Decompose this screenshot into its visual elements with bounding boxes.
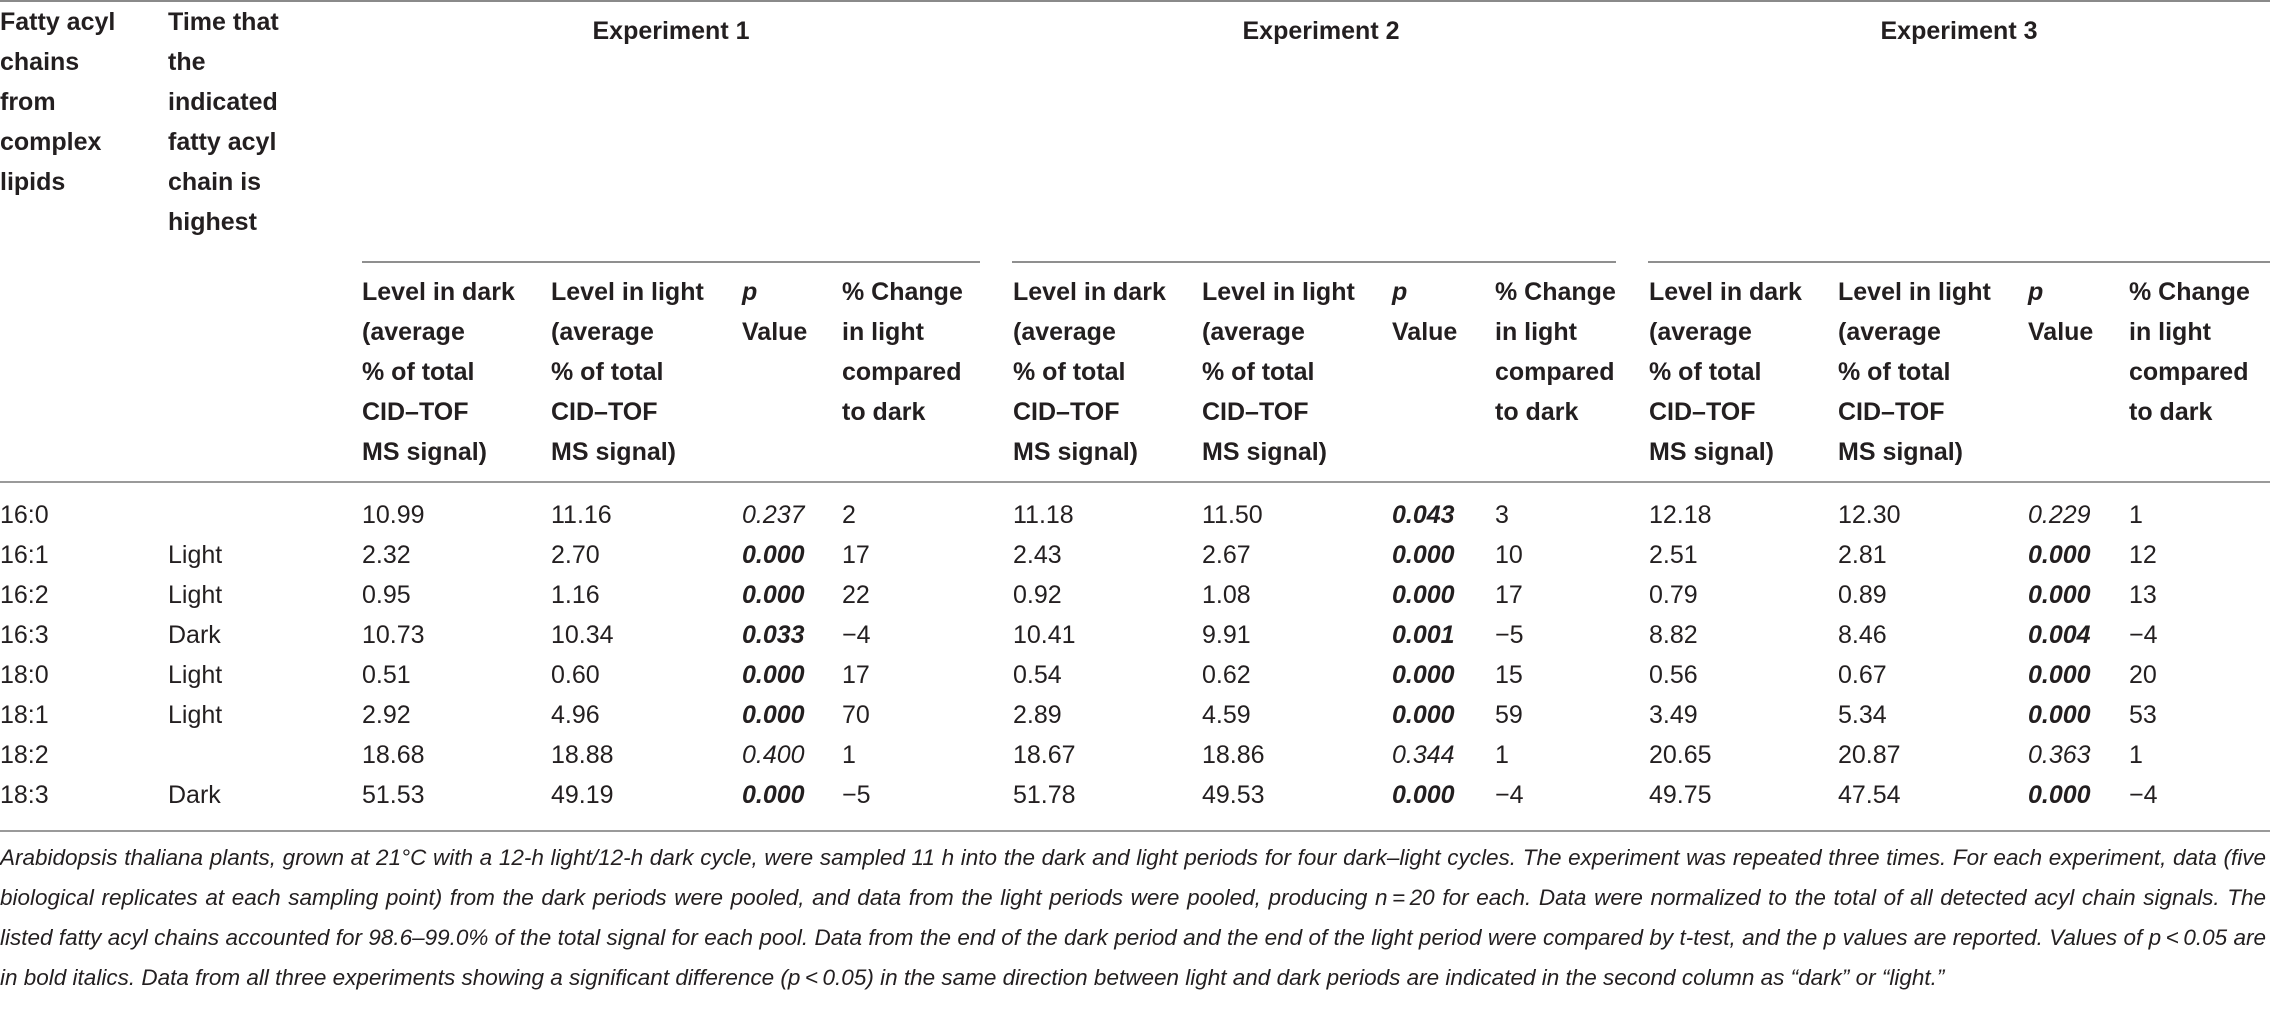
header-line: highest <box>168 208 257 236</box>
subheader-line: MS signal) <box>551 438 677 466</box>
level-light-cell: 11.50 <box>1202 501 1263 529</box>
fatty-acyl-chain-cell: 18:1 <box>0 701 49 729</box>
subheader-line: to dark <box>1495 398 1579 426</box>
p-value-cell: 0.400 <box>742 741 805 769</box>
subheader-line: (average <box>1649 318 1752 346</box>
level-light-cell: 2.70 <box>551 541 600 569</box>
experiment-3-header: Experiment 3 <box>1880 17 2038 45</box>
subheader-line: in light <box>842 318 924 346</box>
level-light-cell: 0.89 <box>1838 581 1887 609</box>
header-line: Time that <box>168 8 279 36</box>
subheader-line: p <box>2028 278 2044 306</box>
experiment-2-header: Experiment 2 <box>1242 17 1400 45</box>
pct-change-cell: 53 <box>2129 701 2157 729</box>
subheader-p-value <box>742 272 807 352</box>
p-value-cell: 0.000 <box>2028 661 2091 689</box>
p-value-cell: 0.000 <box>2028 581 2091 609</box>
pct-change-cell: −4 <box>2129 781 2158 809</box>
level-dark-cell: 10.41 <box>1013 621 1076 649</box>
pct-change-cell: 70 <box>842 701 870 729</box>
subheader-line: compared <box>1495 358 1615 386</box>
subheader-p-value <box>1392 272 1457 352</box>
level-light-cell: 1.08 <box>1202 581 1251 609</box>
p-value-cell: 0.000 <box>742 581 805 609</box>
subheader-line: p <box>742 278 758 306</box>
subheader-line: Level in light <box>1838 278 1991 306</box>
p-value-cell: 0.001 <box>1392 621 1455 649</box>
p-value-cell: 0.000 <box>1392 781 1455 809</box>
subheader-p-value <box>2028 272 2093 352</box>
p-value-cell: 0.000 <box>742 781 805 809</box>
level-light-cell: 47.54 <box>1838 781 1901 809</box>
subheader-line: % of total <box>362 358 475 386</box>
level-dark-cell: 10.73 <box>362 621 425 649</box>
level-dark-cell: 0.92 <box>1013 581 1062 609</box>
level-light-cell: 0.60 <box>551 661 600 689</box>
time-highest-cell: Light <box>168 661 223 689</box>
pct-change-cell: −5 <box>842 781 871 809</box>
level-dark-cell: 2.32 <box>362 541 411 569</box>
p-value-cell: 0.004 <box>2028 621 2091 649</box>
level-light-cell: 20.87 <box>1838 741 1901 769</box>
level-dark-cell: 0.54 <box>1013 661 1062 689</box>
subheader-line: in light <box>1495 318 1577 346</box>
table-bottom-rule <box>0 830 2270 832</box>
pct-change-cell: −4 <box>842 621 871 649</box>
subheader-line: CID–TOF <box>551 398 658 426</box>
pct-change-cell: 17 <box>842 541 870 569</box>
level-light-cell: 10.34 <box>551 621 614 649</box>
subheader-level-light <box>1838 272 1991 472</box>
subheader-line: % of total <box>1838 358 1951 386</box>
subheader-level-dark <box>1649 272 1802 472</box>
level-light-cell: 8.46 <box>1838 621 1887 649</box>
level-light-cell: 9.91 <box>1202 621 1251 649</box>
level-light-cell: 4.59 <box>1202 701 1251 729</box>
pct-change-cell: −4 <box>1495 781 1524 809</box>
subheader-line: % Change <box>2129 278 2250 306</box>
level-light-cell: 2.67 <box>1202 541 1251 569</box>
pct-change-cell: 12 <box>2129 541 2157 569</box>
p-value-cell: 0.043 <box>1392 501 1455 529</box>
header-line: Fatty acyl <box>0 8 116 36</box>
subheader-line: compared <box>842 358 962 386</box>
level-dark-cell: 18.67 <box>1013 741 1076 769</box>
pct-change-cell: 22 <box>842 581 870 609</box>
pct-change-cell: 20 <box>2129 661 2157 689</box>
header-line: indicated <box>168 88 278 116</box>
experiment-1-rule <box>362 261 980 263</box>
table-row <box>0 775 2270 815</box>
time-highest-cell: Light <box>168 541 223 569</box>
experiment-2-rule <box>1012 261 1616 263</box>
subheader-level-dark <box>1013 272 1166 472</box>
p-value-cell: 0.000 <box>1392 661 1455 689</box>
level-dark-cell: 0.56 <box>1649 661 1698 689</box>
level-dark-cell: 10.99 <box>362 501 425 529</box>
table-row <box>0 615 2270 655</box>
subheader-line: % of total <box>1202 358 1315 386</box>
level-light-cell: 11.16 <box>551 501 612 529</box>
p-value-cell: 0.237 <box>742 501 805 529</box>
level-light-cell: 49.53 <box>1202 781 1265 809</box>
pct-change-cell: −4 <box>2129 621 2158 649</box>
level-dark-cell: 20.65 <box>1649 741 1712 769</box>
p-value-cell: 0.033 <box>742 621 805 649</box>
level-dark-cell: 12.18 <box>1649 501 1712 529</box>
level-dark-cell: 3.49 <box>1649 701 1698 729</box>
pct-change-cell: 3 <box>1495 501 1509 529</box>
pct-change-cell: −5 <box>1495 621 1524 649</box>
subheader-level-light <box>1202 272 1355 472</box>
header-line: chains <box>0 48 80 76</box>
p-value-cell: 0.000 <box>2028 541 2091 569</box>
subheader-line: CID–TOF <box>1838 398 1945 426</box>
subheader-line: to dark <box>2129 398 2213 426</box>
table-row <box>0 535 2270 575</box>
level-dark-cell: 2.89 <box>1013 701 1062 729</box>
subheader-line: Value <box>1392 318 1458 346</box>
level-light-cell: 4.96 <box>551 701 600 729</box>
level-dark-cell: 2.43 <box>1013 541 1062 569</box>
subheader-line: Value <box>2028 318 2094 346</box>
pct-change-cell: 10 <box>1495 541 1523 569</box>
p-value-cell: 0.229 <box>2028 501 2091 529</box>
level-dark-cell: 49.75 <box>1649 781 1712 809</box>
table-row <box>0 655 2270 695</box>
level-light-cell: 18.88 <box>551 741 614 769</box>
level-dark-cell: 2.92 <box>362 701 411 729</box>
fatty-acyl-chain-cell: 16:3 <box>0 621 49 649</box>
subheader-line: % of total <box>551 358 664 386</box>
p-value-cell: 0.000 <box>742 701 805 729</box>
subheader-line: % of total <box>1013 358 1126 386</box>
header-line: complex <box>0 128 102 156</box>
subheader-line: CID–TOF <box>362 398 469 426</box>
table-row <box>0 695 2270 735</box>
level-light-cell: 2.81 <box>1838 541 1887 569</box>
pct-change-cell: 1 <box>842 741 856 769</box>
level-light-cell: 49.19 <box>551 781 614 809</box>
level-light-cell: 12.30 <box>1838 501 1901 529</box>
subheader-line: MS signal) <box>1649 438 1775 466</box>
experiment-1-header: Experiment 1 <box>592 17 750 45</box>
level-dark-cell: 18.68 <box>362 741 425 769</box>
p-value-cell: 0.000 <box>1392 701 1455 729</box>
fatty-acyl-chain-cell: 16:0 <box>0 501 49 529</box>
subheader-line: Level in light <box>1202 278 1355 306</box>
header-line: lipids <box>0 168 66 196</box>
subheader-line: % of total <box>1649 358 1762 386</box>
experiment-3-rule <box>1648 261 2270 263</box>
subheader-line: in light <box>2129 318 2211 346</box>
level-dark-cell: 11.18 <box>1013 501 1074 529</box>
time-highest-cell: Dark <box>168 621 221 649</box>
table-row <box>0 735 2270 775</box>
level-light-cell: 5.34 <box>1838 701 1887 729</box>
p-value-cell: 0.000 <box>2028 781 2091 809</box>
subheader-line: % Change <box>1495 278 1616 306</box>
fatty-acyl-chain-cell: 16:2 <box>0 581 49 609</box>
header-line: the <box>168 48 206 76</box>
p-value-cell: 0.000 <box>1392 581 1455 609</box>
pct-change-cell: 1 <box>1495 741 1509 769</box>
level-dark-cell: 0.95 <box>362 581 411 609</box>
subheader-line: p <box>1392 278 1408 306</box>
subheader-line: (average <box>362 318 465 346</box>
subheader-line: Level in dark <box>1649 278 1802 306</box>
pct-change-cell: 13 <box>2129 581 2157 609</box>
time-highest-cell: Dark <box>168 781 221 809</box>
fatty-acyl-chain-cell: 18:2 <box>0 741 49 769</box>
header-bottom-rule <box>0 481 2270 483</box>
subheader-line: (average <box>1838 318 1941 346</box>
subheader-line: MS signal) <box>1013 438 1139 466</box>
p-value-cell: 0.000 <box>2028 701 2091 729</box>
table-row <box>0 575 2270 615</box>
subheader-line: (average <box>1013 318 1116 346</box>
pct-change-cell: 59 <box>1495 701 1523 729</box>
time-highest-cell: Light <box>168 701 223 729</box>
level-light-cell: 1.16 <box>551 581 600 609</box>
pct-change-cell: 17 <box>1495 581 1523 609</box>
subheader-line: MS signal) <box>362 438 488 466</box>
subheader-line: MS signal) <box>1838 438 1964 466</box>
subheader-pct-change <box>2129 272 2250 432</box>
fatty-acyl-chain-cell: 16:1 <box>0 541 49 569</box>
subheader-level-light <box>551 272 704 472</box>
p-value-cell: 0.000 <box>742 661 805 689</box>
subheader-line: Level in dark <box>362 278 515 306</box>
pct-change-cell: 17 <box>842 661 870 689</box>
level-dark-cell: 8.82 <box>1649 621 1698 649</box>
fatty-acyl-chain-cell: 18:0 <box>0 661 49 689</box>
subheader-line: Level in light <box>551 278 704 306</box>
level-dark-cell: 2.51 <box>1649 541 1698 569</box>
subheader-line: to dark <box>842 398 926 426</box>
p-value-cell: 0.000 <box>1392 541 1455 569</box>
level-dark-cell: 0.51 <box>362 661 411 689</box>
pct-change-cell: 1 <box>2129 741 2143 769</box>
header-fatty-acyl-chains <box>0 2 115 202</box>
subheader-line: compared <box>2129 358 2249 386</box>
subheader-line: CID–TOF <box>1013 398 1120 426</box>
level-dark-cell: 0.79 <box>1649 581 1698 609</box>
level-light-cell: 0.62 <box>1202 661 1251 689</box>
table-top-rule <box>0 0 2270 2</box>
subheader-line: CID–TOF <box>1202 398 1309 426</box>
header-time-highest <box>168 2 279 242</box>
subheader-line: Value <box>742 318 808 346</box>
level-light-cell: 18.86 <box>1202 741 1265 769</box>
subheader-level-dark <box>362 272 515 472</box>
table-row <box>0 495 2270 535</box>
pct-change-cell: 2 <box>842 501 856 529</box>
header-line: fatty acyl <box>168 128 277 156</box>
p-value-cell: 0.344 <box>1392 741 1455 769</box>
header-line: chain is <box>168 168 262 196</box>
p-value-cell: 0.363 <box>2028 741 2091 769</box>
subheader-line: CID–TOF <box>1649 398 1756 426</box>
subheader-line: Level in dark <box>1013 278 1166 306</box>
subheader-line: % Change <box>842 278 963 306</box>
pct-change-cell: 15 <box>1495 661 1523 689</box>
time-highest-cell: Light <box>168 581 223 609</box>
level-dark-cell: 51.78 <box>1013 781 1076 809</box>
pct-change-cell: 1 <box>2129 501 2143 529</box>
subheader-line: (average <box>1202 318 1305 346</box>
subheader-pct-change <box>842 272 963 432</box>
subheader-pct-change <box>1495 272 1616 432</box>
subheader-line: MS signal) <box>1202 438 1328 466</box>
fatty-acyl-chain-cell: 18:3 <box>0 781 49 809</box>
subheader-line: (average <box>551 318 654 346</box>
level-light-cell: 0.67 <box>1838 661 1887 689</box>
table-footnote: Arabidopsis thaliana plants, grown at 21°C with a 12-h light/12-h dark cycle, were sampled 11 h into the dark and light periods for four dark–light cycles. The experiment was repeated three times. For each experiment, data (five biological replicates at each sampling point) from the dark periods were pooled, and data from the light periods were pooled, producing n = 20 for each. Data were normalized to the total of all detected acyl chain signals. The listed fatty acyl chains accounted for 98.6–99.0% of the total signal for each pool. Data from the end of the dark period and the end of the light period were compared by t-test, and the p values are reported. Values of p < 0.05 are in bold italics. Data from all three experiments showing a significant difference (p < 0.05) in the same direction between light and dark periods are indicated in the second column as “dark” or “light.” <box>0 845 2266 990</box>
header-line: from <box>0 88 56 116</box>
level-dark-cell: 51.53 <box>362 781 425 809</box>
p-value-cell: 0.000 <box>742 541 805 569</box>
